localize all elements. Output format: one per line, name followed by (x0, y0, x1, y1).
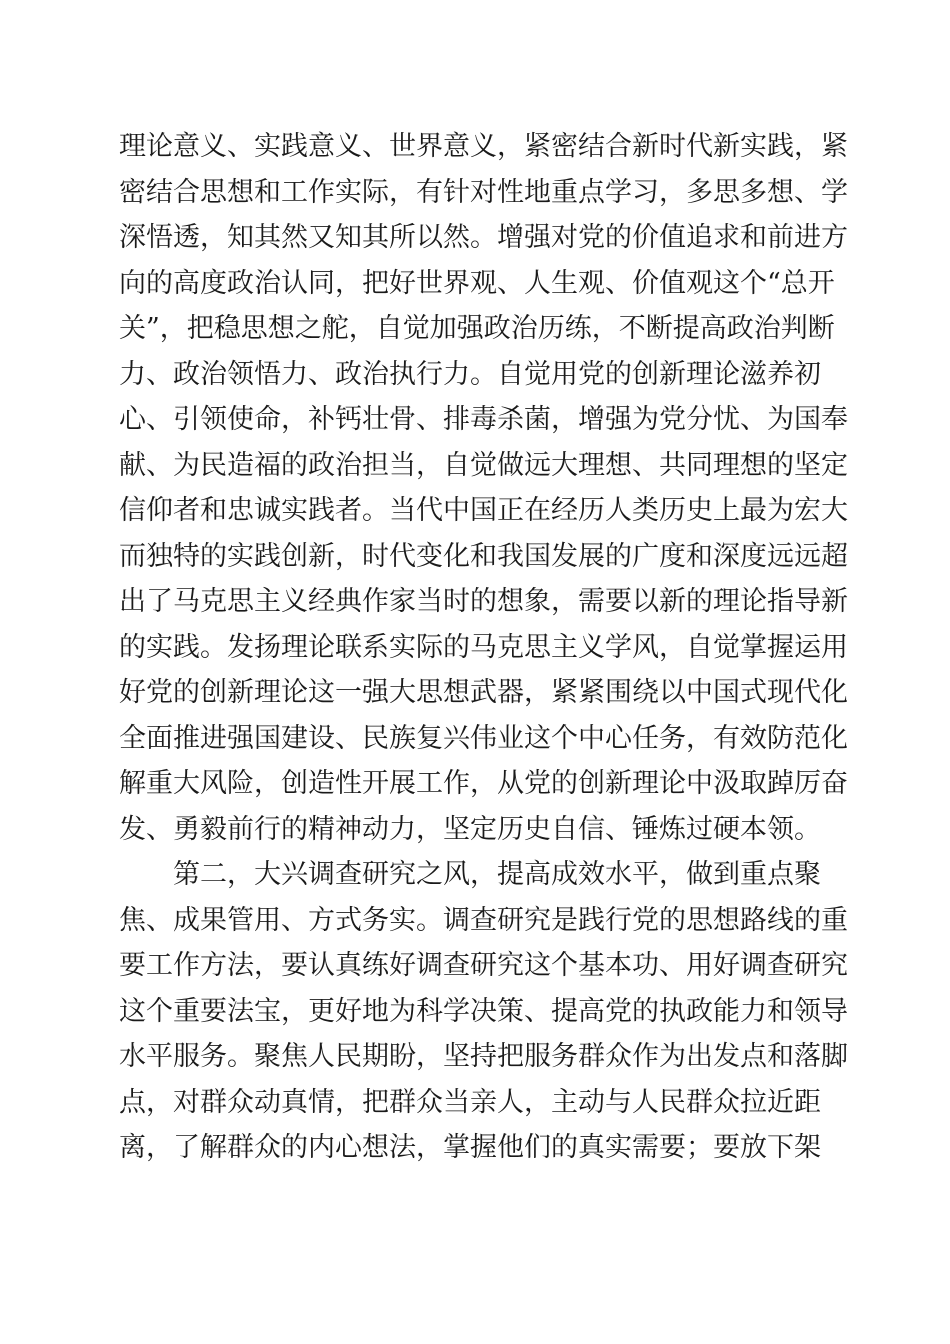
text-line: 这个重要法宝，更好地为科学决策、提高党的执政能力和领导 (119, 995, 848, 1027)
text-line: 密结合思想和工作实际，有针对性地重点学习，多思多想、学 (119, 176, 848, 208)
text-line: 的实践。发扬理论联系实际的马克思主义学风，自觉掌握运用 (119, 631, 848, 663)
text-line: 献、为民造福的政治担当，自觉做远大理想、共同理想的坚定 (119, 449, 848, 481)
text-line: 要工作方法，要认真练好调查研究这个基本功、用好调查研究 (119, 950, 848, 981)
text-line: 解重大风险，创造性开展工作，从党的创新理论中汲取踔厉奋 (119, 768, 848, 799)
body-text (119, 124, 848, 1171)
text-line: 理论意义、实践意义、世界意义，紧密结合新时代新实践，紧 (119, 131, 848, 162)
text-line: 焦、成果管用、方式务实。调查研究是践行党的思想路线的重 (119, 904, 848, 936)
text-line: 好党的创新理论这一强大思想武器，紧紧围绕以中国式现代化 (119, 677, 848, 708)
text-line: 点，对群众动真情，把群众当亲人，主动与人民群众拉近距 (119, 1086, 821, 1118)
text-line: 向的高度政治认同，把好世界观、人生观、价值观这个“总开 (119, 267, 835, 299)
paragraph-end-line: 发、勇毅前行的精神动力，坚定历史自信、锤炼过硬本领。 (119, 813, 821, 845)
paragraph-first-line: 第二，大兴调查研究之风，提高成效水平，做到重点聚 (173, 859, 821, 890)
text-line: 力、政治领悟力、政治执行力。自觉用党的创新理论滋养初 (119, 358, 821, 390)
text-line: 水平服务。聚焦人民期盼，坚持把服务群众作为出发点和落脚 (119, 1041, 848, 1072)
text-line: 出了马克思主义经典作家当时的想象，需要以新的理论指导新 (119, 586, 848, 617)
text-line: 深悟透，知其然又知其所以然。增强对党的价值追求和前进方 (119, 222, 848, 253)
text-line: 而独特的实践创新，时代变化和我国发展的广度和深度远远超 (119, 540, 848, 572)
text-line: 关”，把稳思想之舵，自觉加强政治历练，不断提高政治判断 (119, 313, 835, 344)
text-line: 全面推进强国建设、民族复兴伟业这个中心任务，有效防范化 (119, 722, 848, 754)
text-line: 信仰者和忠诚实践者。当代中国正在经历人类历史上最为宏大 (119, 495, 848, 526)
text-line: 离，了解群众的内心想法，掌握他们的真实需要；要放下架 (119, 1132, 821, 1163)
text-line: 心、引领使命，补钙壮骨、排毒杀菌，增强为党分忧、为国奉 (119, 404, 848, 435)
